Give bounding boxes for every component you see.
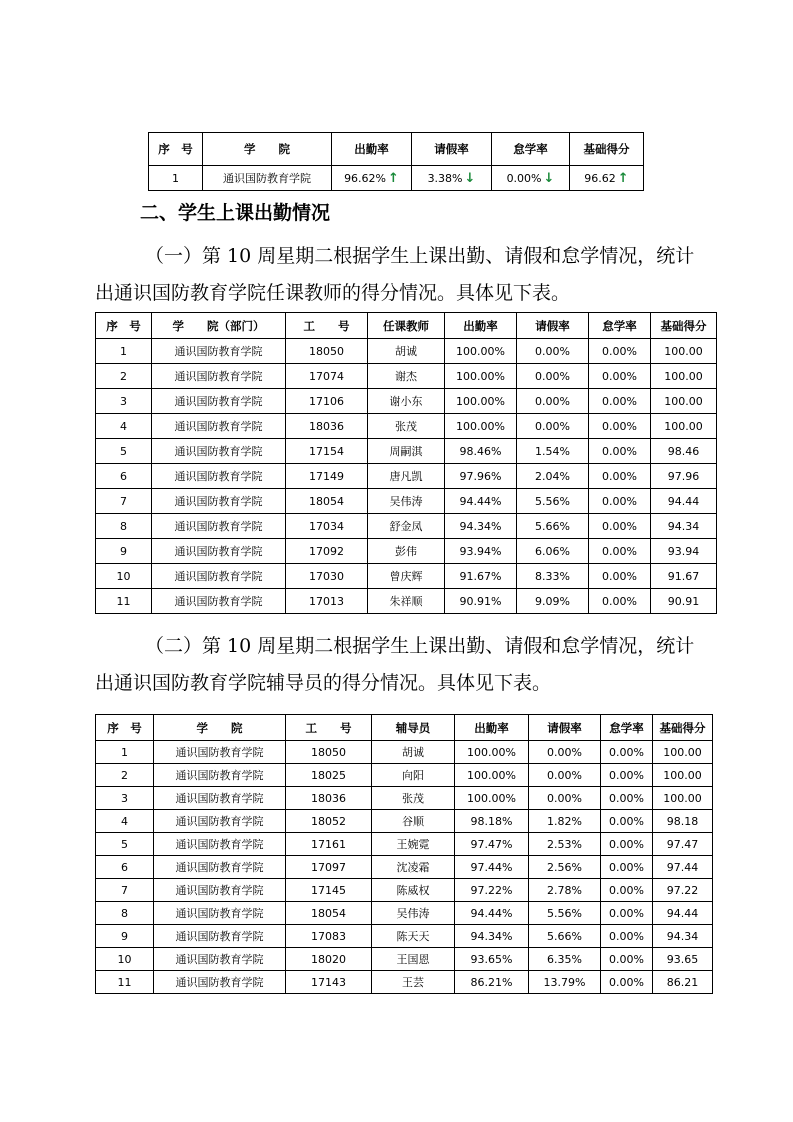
college-name: 通识国防教育学院 — [154, 741, 286, 764]
table-row — [96, 439, 717, 464]
college-summary-table — [148, 132, 644, 191]
base-score: 86.21 — [653, 971, 713, 994]
truancy-rate: 0.00% — [589, 564, 651, 589]
table-row — [96, 902, 713, 925]
header-cell: 基础得分 — [570, 133, 644, 166]
leave-rate: 9.09% — [517, 589, 589, 614]
truancy-rate: 0.00% — [601, 787, 653, 810]
college-name: 通识国防教育学院 — [152, 339, 286, 364]
row-number: 1 — [96, 339, 152, 364]
leave-rate: 2.78% — [529, 879, 601, 902]
college-name: 通识国防教育学院 — [152, 564, 286, 589]
table-row — [96, 856, 713, 879]
staff-id: 17145 — [286, 879, 372, 902]
attendance-rate: 100.00% — [445, 389, 517, 414]
truancy-rate: 0.00% — [601, 856, 653, 879]
base-score: 97.96 — [651, 464, 717, 489]
attendance-rate: 98.46% — [445, 439, 517, 464]
base-score: 94.44 — [653, 902, 713, 925]
staff-id: 17143 — [286, 971, 372, 994]
header-cell: 出勤率 — [332, 133, 412, 166]
base-score: 93.94 — [651, 539, 717, 564]
score-value: 96.62 — [584, 171, 616, 185]
leave-rate: 0.00% — [517, 389, 589, 414]
base-score: 91.67 — [651, 564, 717, 589]
staff-id: 17083 — [286, 925, 372, 948]
base-score: 100.00 — [651, 414, 717, 439]
row-number: 8 — [96, 902, 154, 925]
header-cell: 请假率 — [529, 715, 601, 741]
truancy-rate: 0.00% — [601, 948, 653, 971]
leave-rate: 0.00% — [529, 787, 601, 810]
truancy-rate: 0.00% — [589, 389, 651, 414]
attendance-rate: 94.34% — [445, 514, 517, 539]
person-name: 向阳 — [372, 764, 455, 787]
truancy-rate: 0.00% — [589, 439, 651, 464]
leave-value: 3.38% — [427, 171, 463, 185]
truancy-rate: 0.00% — [601, 764, 653, 787]
staff-id: 17013 — [286, 589, 368, 614]
table-row — [96, 464, 717, 489]
base-score: 97.47 — [653, 833, 713, 856]
leave-rate: 2.53% — [529, 833, 601, 856]
leave-rate: 8.33% — [517, 564, 589, 589]
leave-rate: 5.66% — [529, 925, 601, 948]
college-name: 通识国防教育学院 — [152, 439, 286, 464]
base-score: 98.46 — [651, 439, 717, 464]
leave-rate: 0.00% — [529, 741, 601, 764]
college-name: 通识国防教育学院 — [152, 364, 286, 389]
arrow-down-icon: ↓ — [464, 170, 476, 186]
attendance-rate: 100.00% — [445, 339, 517, 364]
table-header-row — [96, 715, 713, 741]
table-row — [96, 564, 717, 589]
row-number: 5 — [96, 833, 154, 856]
table-row — [96, 539, 717, 564]
header-cell: 学 院（部门） — [152, 313, 286, 339]
row-number: 6 — [96, 464, 152, 489]
attendance-rate: 90.91% — [445, 589, 517, 614]
table-row — [96, 589, 717, 614]
truancy-rate: 0.00% — [589, 339, 651, 364]
paragraph-teachers — [95, 238, 705, 312]
base-score: 94.34 — [651, 514, 717, 539]
truancy-rate: 0.00% — [589, 539, 651, 564]
truancy-rate: 0.00% — [601, 971, 653, 994]
row-number: 4 — [96, 810, 154, 833]
person-name: 胡诚 — [372, 741, 455, 764]
base-score: 100.00 — [651, 339, 717, 364]
college-name: 通识国防教育学院 — [203, 166, 332, 191]
row-number: 10 — [96, 948, 154, 971]
staff-id: 17161 — [286, 833, 372, 856]
row-number: 10 — [96, 564, 152, 589]
leave-rate: 0.00% — [517, 364, 589, 389]
college-name: 通识国防教育学院 — [154, 787, 286, 810]
attendance-cell — [332, 166, 412, 191]
person-name: 沈凌霜 — [372, 856, 455, 879]
truancy-rate: 0.00% — [601, 925, 653, 948]
person-name: 吴伟涛 — [372, 902, 455, 925]
college-name: 通识国防教育学院 — [154, 810, 286, 833]
table-row — [96, 764, 713, 787]
leave-rate: 1.54% — [517, 439, 589, 464]
table-row — [96, 879, 713, 902]
header-cell: 序 号 — [149, 133, 203, 166]
truancy-rate: 0.00% — [589, 464, 651, 489]
truancy-rate: 0.00% — [589, 514, 651, 539]
person-name: 谷顺 — [372, 810, 455, 833]
truancy-rate: 0.00% — [589, 364, 651, 389]
attendance-rate: 98.18% — [455, 810, 529, 833]
staff-id: 17097 — [286, 856, 372, 879]
table-row — [96, 339, 717, 364]
staff-id: 17106 — [286, 389, 368, 414]
staff-id: 17074 — [286, 364, 368, 389]
staff-id: 18054 — [286, 902, 372, 925]
table-row — [96, 389, 717, 414]
base-score: 90.91 — [651, 589, 717, 614]
leave-rate: 0.00% — [517, 414, 589, 439]
staff-id: 18020 — [286, 948, 372, 971]
college-name: 通识国防教育学院 — [152, 589, 286, 614]
paragraph-text: （一）第 10 周星期二根据学生上课出勤、请假和怠学情况，统计出通识国防教育学院任课教师的得分情况。具体见下表。 — [95, 245, 695, 304]
leave-rate: 0.00% — [529, 764, 601, 787]
truancy-rate: 0.00% — [601, 833, 653, 856]
attendance-rate: 86.21% — [455, 971, 529, 994]
base-score: 100.00 — [653, 741, 713, 764]
person-name: 彭伟 — [368, 539, 445, 564]
table-header-row — [149, 133, 644, 166]
person-name: 张茂 — [368, 414, 445, 439]
college-name: 通识国防教育学院 — [152, 514, 286, 539]
truancy-rate: 0.00% — [589, 589, 651, 614]
row-number: 3 — [96, 787, 154, 810]
table-row — [96, 489, 717, 514]
leave-rate: 2.56% — [529, 856, 601, 879]
base-score: 94.34 — [653, 925, 713, 948]
leave-rate: 6.06% — [517, 539, 589, 564]
table-row — [96, 364, 717, 389]
person-name: 周嗣淇 — [368, 439, 445, 464]
counselor-score-table — [95, 714, 713, 994]
base-score: 97.44 — [653, 856, 713, 879]
staff-id: 17092 — [286, 539, 368, 564]
person-name: 王婉霓 — [372, 833, 455, 856]
person-name: 吴伟涛 — [368, 489, 445, 514]
row-number: 2 — [96, 764, 154, 787]
college-name: 通识国防教育学院 — [154, 971, 286, 994]
row-number: 6 — [96, 856, 154, 879]
header-cell: 基础得分 — [651, 313, 717, 339]
header-cell: 工 号 — [286, 313, 368, 339]
truancy-cell — [492, 166, 570, 191]
row-number: 3 — [96, 389, 152, 414]
leave-rate: 13.79% — [529, 971, 601, 994]
attendance-rate: 93.94% — [445, 539, 517, 564]
leave-rate: 0.00% — [517, 339, 589, 364]
college-name: 通识国防教育学院 — [152, 539, 286, 564]
staff-id: 18050 — [286, 339, 368, 364]
college-name: 通识国防教育学院 — [152, 464, 286, 489]
row-number: 4 — [96, 414, 152, 439]
header-cell: 出勤率 — [455, 715, 529, 741]
attendance-rate: 100.00% — [455, 787, 529, 810]
attendance-rate: 100.00% — [455, 764, 529, 787]
person-name: 唐凡凯 — [368, 464, 445, 489]
row-number: 7 — [96, 879, 154, 902]
paragraph-text: （二）第 10 周星期二根据学生上课出勤、请假和怠学情况，统计出通识国防教育学院辅导员的得分情况。具体见下表。 — [95, 635, 695, 694]
table-row — [96, 925, 713, 948]
table-row — [149, 166, 644, 191]
section-heading: 二、学生上课出勤情况 — [140, 202, 331, 224]
truancy-rate: 0.00% — [601, 810, 653, 833]
row-number: 1 — [96, 741, 154, 764]
header-cell: 怠学率 — [492, 133, 570, 166]
row-number: 1 — [149, 166, 203, 191]
header-cell: 怠学率 — [601, 715, 653, 741]
person-name: 朱祥顺 — [368, 589, 445, 614]
staff-id: 18050 — [286, 741, 372, 764]
arrow-up-icon: ↑ — [388, 170, 399, 186]
attendance-rate: 100.00% — [455, 741, 529, 764]
header-cell: 学 院 — [154, 715, 286, 741]
header-cell: 序 号 — [96, 715, 154, 741]
table-row — [96, 514, 717, 539]
leave-rate: 5.56% — [529, 902, 601, 925]
header-cell: 序 号 — [96, 313, 152, 339]
row-number: 9 — [96, 539, 152, 564]
row-number: 5 — [96, 439, 152, 464]
staff-id: 18054 — [286, 489, 368, 514]
row-number: 2 — [96, 364, 152, 389]
table-row — [96, 414, 717, 439]
header-cell: 辅导员 — [372, 715, 455, 741]
attendance-rate: 97.96% — [445, 464, 517, 489]
attendance-rate: 97.22% — [455, 879, 529, 902]
base-score: 97.22 — [653, 879, 713, 902]
table-row — [96, 948, 713, 971]
table-row — [96, 741, 713, 764]
staff-id: 18036 — [286, 787, 372, 810]
attendance-rate: 100.00% — [445, 414, 517, 439]
person-name: 谢杰 — [368, 364, 445, 389]
attendance-value: 96.62% — [344, 171, 387, 185]
college-name: 通识国防教育学院 — [154, 833, 286, 856]
attendance-rate: 94.44% — [445, 489, 517, 514]
attendance-rate: 97.44% — [455, 856, 529, 879]
person-name: 张茂 — [372, 787, 455, 810]
college-name: 通识国防教育学院 — [154, 948, 286, 971]
college-name: 通识国防教育学院 — [152, 489, 286, 514]
leave-rate: 5.66% — [517, 514, 589, 539]
base-score: 100.00 — [653, 764, 713, 787]
leave-rate: 2.04% — [517, 464, 589, 489]
person-name: 胡诚 — [368, 339, 445, 364]
person-name: 曾庆辉 — [368, 564, 445, 589]
person-name: 谢小东 — [368, 389, 445, 414]
row-number: 9 — [96, 925, 154, 948]
attendance-rate: 91.67% — [445, 564, 517, 589]
staff-id: 17154 — [286, 439, 368, 464]
base-score: 100.00 — [651, 389, 717, 414]
table-row — [96, 810, 713, 833]
row-number: 8 — [96, 514, 152, 539]
base-score: 94.44 — [651, 489, 717, 514]
arrow-up-icon: ↑ — [617, 170, 629, 186]
college-name: 通识国防教育学院 — [154, 902, 286, 925]
header-cell: 基础得分 — [653, 715, 713, 741]
header-cell: 出勤率 — [445, 313, 517, 339]
base-score: 98.18 — [653, 810, 713, 833]
header-cell: 请假率 — [412, 133, 492, 166]
college-name: 通识国防教育学院 — [152, 389, 286, 414]
staff-id: 17034 — [286, 514, 368, 539]
attendance-rate: 100.00% — [445, 364, 517, 389]
person-name: 王芸 — [372, 971, 455, 994]
table-header-row — [96, 313, 717, 339]
staff-id: 18025 — [286, 764, 372, 787]
college-name: 通识国防教育学院 — [154, 856, 286, 879]
base-score: 100.00 — [651, 364, 717, 389]
score-cell — [570, 166, 644, 191]
row-number: 7 — [96, 489, 152, 514]
header-cell: 请假率 — [517, 313, 589, 339]
staff-id: 17149 — [286, 464, 368, 489]
truancy-rate: 0.00% — [601, 902, 653, 925]
attendance-rate: 93.65% — [455, 948, 529, 971]
header-cell: 工 号 — [286, 715, 372, 741]
person-name: 陈天天 — [372, 925, 455, 948]
row-number: 11 — [96, 589, 152, 614]
college-name: 通识国防教育学院 — [152, 414, 286, 439]
truancy-value: 0.00% — [506, 171, 542, 185]
header-cell: 任课教师 — [368, 313, 445, 339]
teacher-score-table — [95, 312, 717, 614]
header-cell: 学 院 — [203, 133, 332, 166]
row-number: 11 — [96, 971, 154, 994]
attendance-rate: 94.44% — [455, 902, 529, 925]
person-name: 王国恩 — [372, 948, 455, 971]
truancy-rate: 0.00% — [601, 741, 653, 764]
staff-id: 18052 — [286, 810, 372, 833]
table-row — [96, 787, 713, 810]
base-score: 93.65 — [653, 948, 713, 971]
truancy-rate: 0.00% — [601, 879, 653, 902]
person-name: 陈威权 — [372, 879, 455, 902]
base-score: 100.00 — [653, 787, 713, 810]
leave-rate: 6.35% — [529, 948, 601, 971]
table-row — [96, 833, 713, 856]
table-row — [96, 971, 713, 994]
college-name: 通识国防教育学院 — [154, 925, 286, 948]
arrow-down-icon: ↓ — [543, 170, 555, 186]
leave-rate: 1.82% — [529, 810, 601, 833]
truancy-rate: 0.00% — [589, 489, 651, 514]
leave-rate: 5.56% — [517, 489, 589, 514]
college-name: 通识国防教育学院 — [154, 879, 286, 902]
attendance-rate: 97.47% — [455, 833, 529, 856]
leave-cell — [412, 166, 492, 191]
staff-id: 17030 — [286, 564, 368, 589]
header-cell: 怠学率 — [589, 313, 651, 339]
attendance-rate: 94.34% — [455, 925, 529, 948]
paragraph-counselors — [95, 628, 705, 702]
person-name: 舒金凤 — [368, 514, 445, 539]
staff-id: 18036 — [286, 414, 368, 439]
truancy-rate: 0.00% — [589, 414, 651, 439]
college-name: 通识国防教育学院 — [154, 764, 286, 787]
